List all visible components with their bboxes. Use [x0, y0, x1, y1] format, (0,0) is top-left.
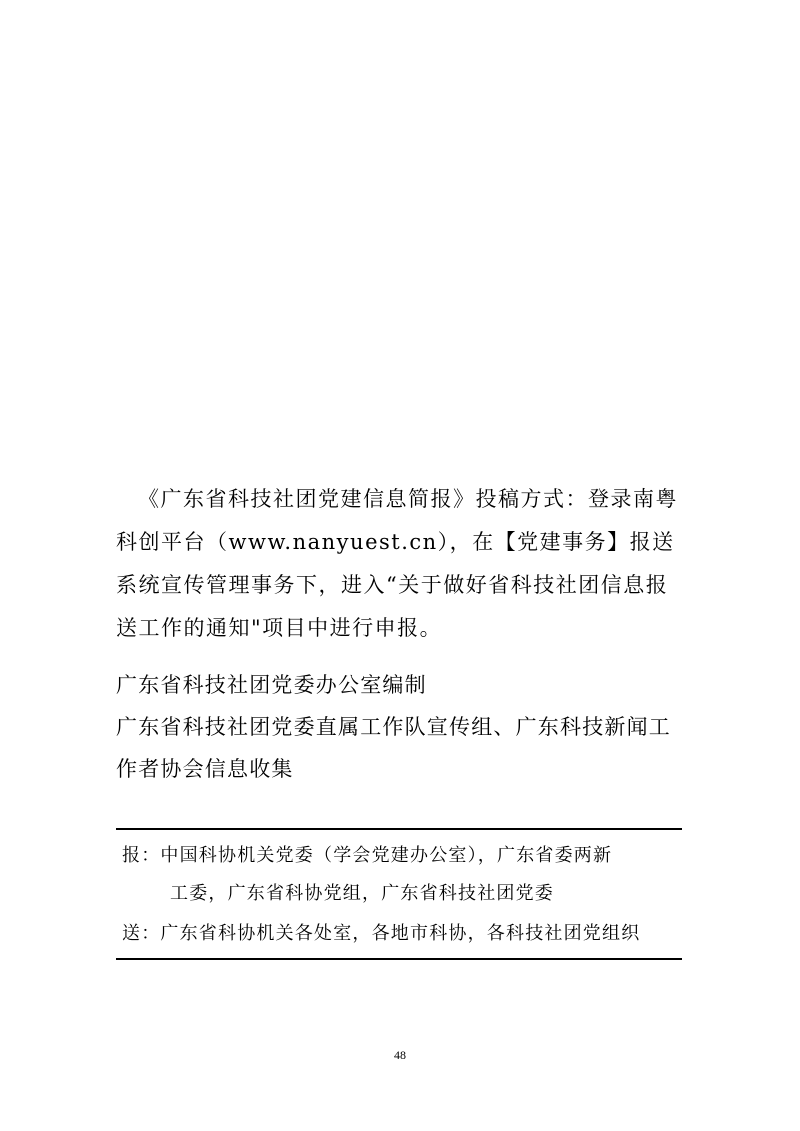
page-number: 48: [394, 1048, 406, 1062]
distribution-box: [116, 828, 682, 960]
collector-credit-line: 广东省科技社团党委直属工作队宣传组、广东科技新闻工作者协会信息收集: [116, 715, 671, 781]
send-to-line: 送：广东省科协机关各处室，各地市科协，各科技社团党组织: [122, 923, 641, 944]
editorial-credits: [116, 664, 686, 790]
report-to-line-continued: 工委，广东省科协党组，广东省科技社团党委: [170, 883, 554, 904]
editor-credit-line: 广东省科技社团党委办公室编制: [116, 673, 427, 697]
submission-instructions: 《广东省科技社团党建信息简报》投稿方式：登录南粤科创平台（www.nanyuest.cn），在【党建事务】报送系统宣传管理事务下，进入“关于做好省科技社团信息报送工作的通知"项目中进行申报。: [116, 487, 678, 640]
report-to-line: 报：中国科协机关党委（学会党建办公室），广东省委两新: [122, 845, 613, 866]
